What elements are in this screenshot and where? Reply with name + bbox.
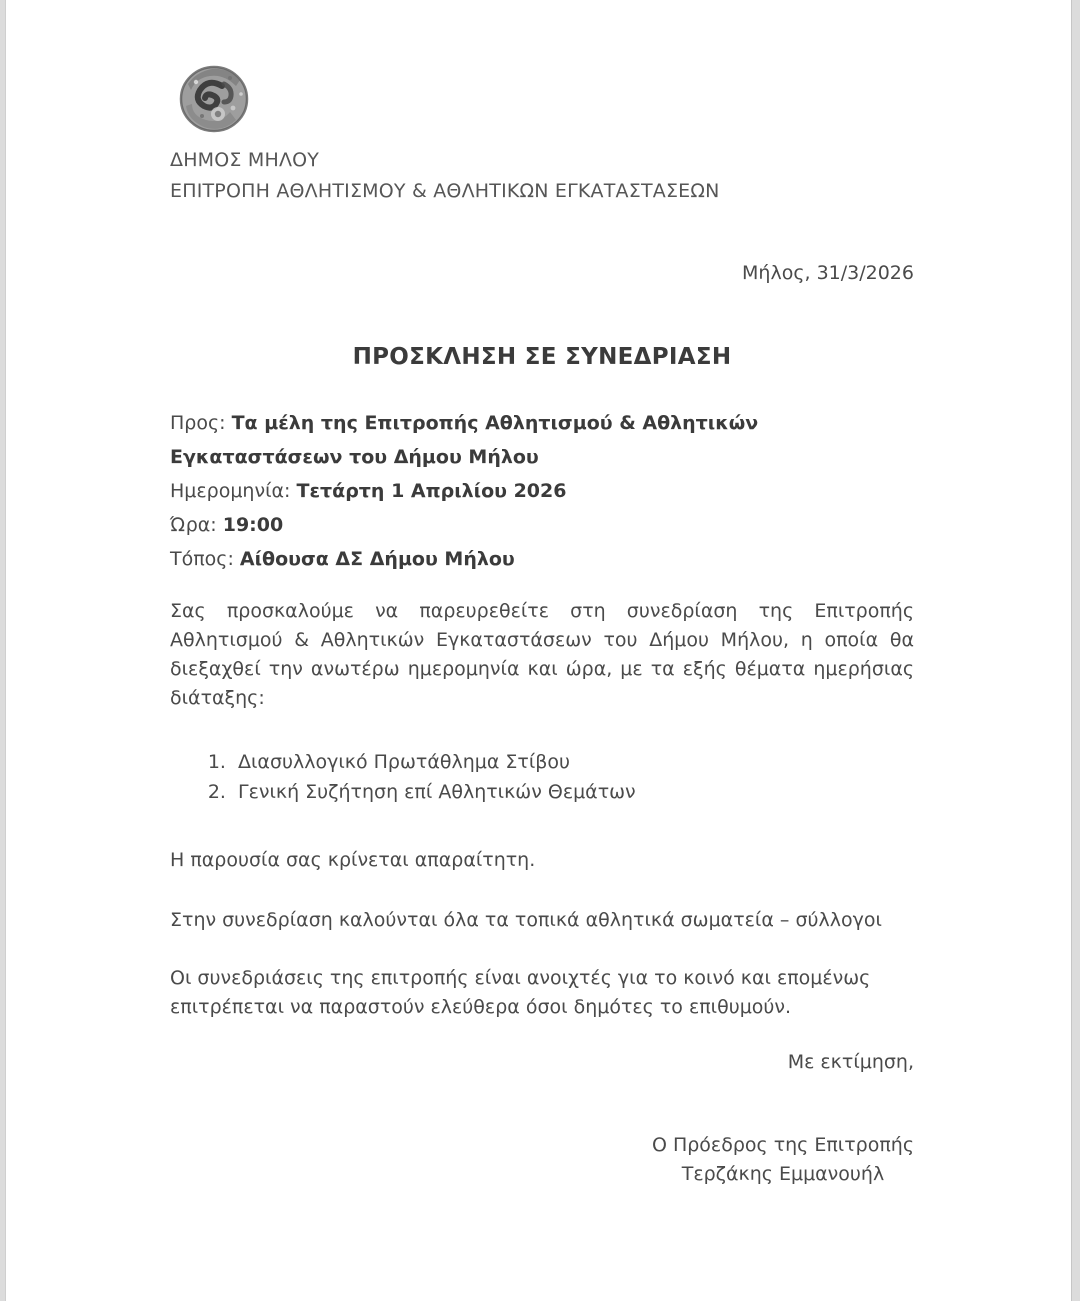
committee-name: ΕΠΙΤΡΟΠΗ ΑΘΛΗΤΙΣΜΟΥ & ΑΘΛΗΤΙΚΩΝ ΕΓΚΑΤΑΣΤΑΣΕΩΝ xyxy=(170,180,720,202)
signature-name: Τερζάκης Εμμανουήλ xyxy=(681,1163,885,1185)
date-label: Ημερομηνία: xyxy=(170,480,291,502)
recipients-value: Τα μέλη της Επιτροπής Αθλητισμού & Αθλητικών Εγκαταστάσεων του Δήμου Μήλου xyxy=(170,412,759,468)
time-row xyxy=(170,508,914,542)
presence-note: Η παρουσία σας κρίνεται απαραίτητη. xyxy=(170,849,536,871)
municipality-name: ΔΗΜΟΣ ΜΗΛΟΥ xyxy=(170,149,320,171)
agenda-item: 2. Γενική Συζήτηση επί Αθλητικών Θεμάτων xyxy=(232,777,914,807)
agenda-item: 1. Διασυλλογικό Πρωτάθλημα Στίβου xyxy=(232,747,914,777)
place-and-date-line: Μήλος, 31/3/2026 xyxy=(742,262,914,284)
place-value: Αίθουσα ΔΣ Δήμου Μήλου xyxy=(239,548,515,570)
recipients-row xyxy=(170,406,914,474)
time-value: 19:00 xyxy=(222,514,284,536)
clubs-note: Στην συνεδρίαση καλούνται όλα τα τοπικά αθλητικά σωματεία – σύλλογοι xyxy=(170,909,882,931)
recipients-label: Προς: xyxy=(170,412,226,434)
municipality-coin-logo-icon xyxy=(178,64,250,136)
page-edge-right xyxy=(1071,0,1080,1301)
date-value: Τετάρτη 1 Απριλίου 2026 xyxy=(296,480,567,502)
meeting-details xyxy=(170,406,914,576)
place-label: Τόπος: xyxy=(170,548,234,570)
document-title: ΠΡΟΣΚΛΗΣΗ ΣΕ ΣΥΝΕΔΡΙΑΣΗ xyxy=(352,344,732,370)
letterhead xyxy=(170,145,914,207)
document-content xyxy=(170,64,914,1189)
date-row xyxy=(170,474,914,508)
invitation-paragraph: Σας προσκαλούμε να παρευρεθείτε στη συνεδρίαση της Επιτροπής Αθλητισμού & Αθλητικών Εγκαταστάσεων του Δήμου Μήλου, η οποία θα διεξαχθεί την ανωτέρω ημερομηνία και ώρα, με τα εξής θέματα ημερήσιας διάταξης: xyxy=(170,600,914,709)
signature-role: Ο Πρόεδρος της Επιτροπής xyxy=(651,1134,914,1156)
signature-block xyxy=(170,1131,914,1189)
page-edge-left xyxy=(0,0,6,1301)
place-row xyxy=(170,542,914,576)
closing-salutation: Με εκτίμηση, xyxy=(787,1051,914,1073)
time-label: Ώρα: xyxy=(170,514,217,536)
open-session-note: Οι συνεδριάσεις της επιτροπής είναι ανοιχτές για το κοινό και επομένως επιτρέπεται να παραστούν ελεύθερα όσοι δημότες το επιθυμούν. xyxy=(170,967,871,1018)
agenda-list xyxy=(170,747,914,807)
